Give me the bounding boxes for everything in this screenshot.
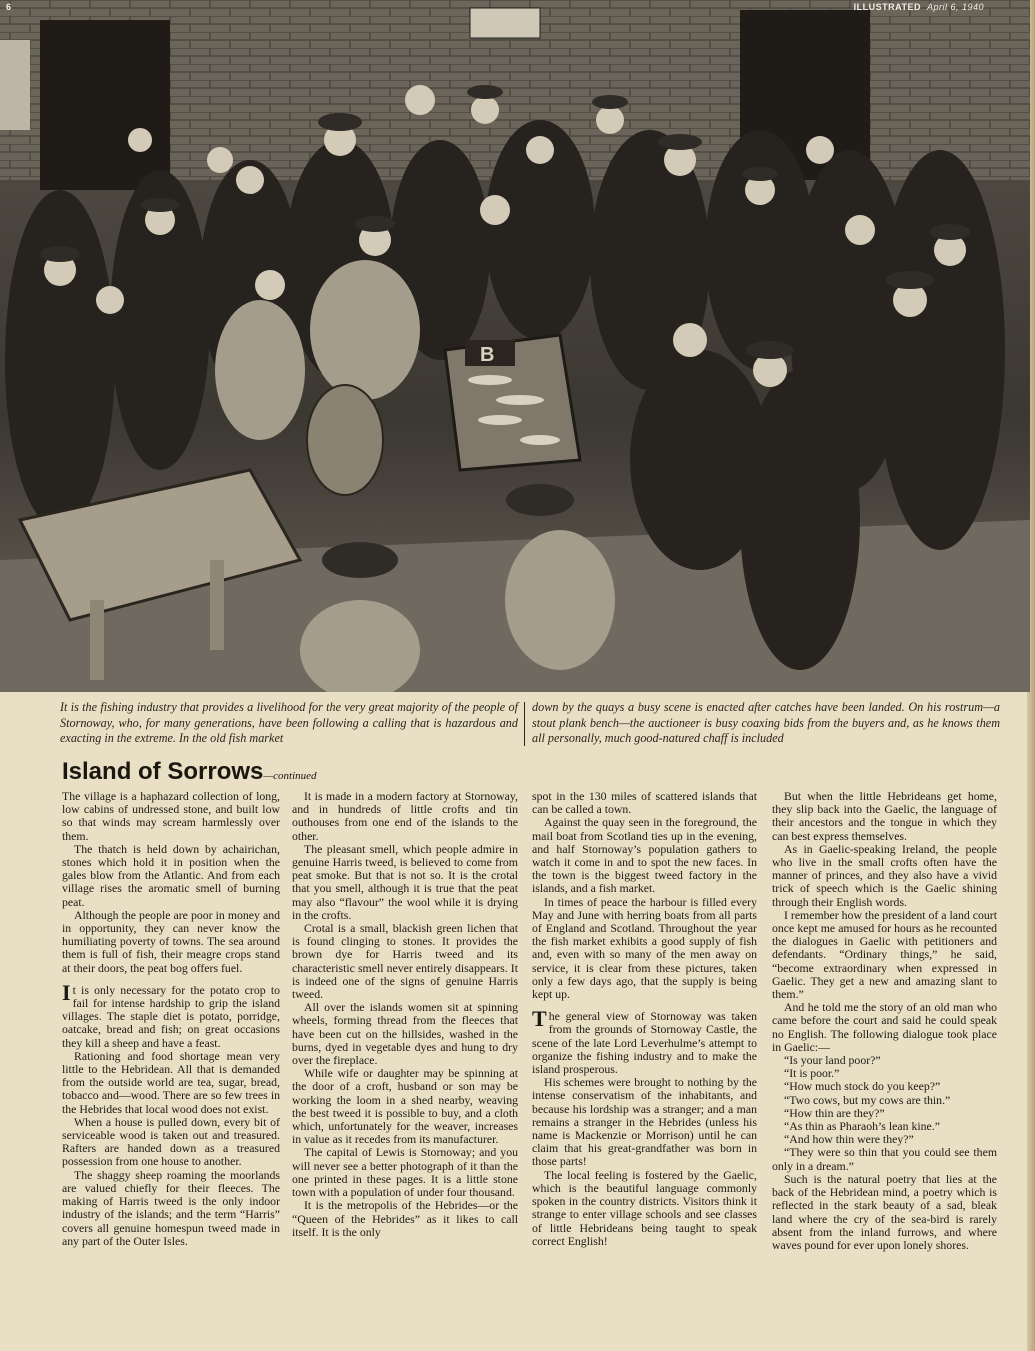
wicker-basket (307, 385, 383, 495)
headline-title: Island of Sorrows (62, 758, 264, 785)
paragraph: It is the metropolis of the Hebrides—or the “Queen of the Hebrides” as it likes to call itself. It is the only (292, 1198, 518, 1239)
paragraph: The shaggy sheep roaming the moorlands are valued chiefly for their fleeces. The making of Harris tweed is the only indoor industry of the islands; and the term “Harris” covers all genuine homespun tweed made in any part of the Outer Isles. (62, 1167, 280, 1248)
window-left (0, 40, 30, 130)
paragraph: Crotal is a small, blackish green lichen that is found clinging to stones. It provides the brown dye for Harris tweed and its characteristic smell never entirely disappears. It is indeed one of the signs of genuine Harris tweed. (292, 921, 518, 1002)
photo-header (0, 0, 1030, 16)
doorway-left (40, 20, 170, 190)
paragraph: spot in the 130 miles of scattered islands that can be called a town. (532, 790, 757, 817)
paragraph: When a house is pulled down, every bit of serviceable wood is taken out and treasured. Rafters are handed down as a treasured possession from one house to another. (62, 1114, 280, 1169)
paragraph: It is only necessary for the potato crop to fail for intense hardship to grip the island villages. The staple diet is potato, porridge, oatcake, bread and fish; on great occasions they kill a sheep and have a feast. (62, 979, 280, 1050)
dialogue-line: “How thin are they?” (784, 1105, 885, 1120)
dialogue-line: “As thin as Pharaoh’s lean kine.” (784, 1119, 940, 1134)
text-column-1 (62, 790, 280, 1310)
paragraph: Rationing and food shortage mean very little to the Hebridean. All that is demanded from the outside world are tea, sugar, bread, tobacco and—wood. There are so few trees in the Hebrides that local wood does not exist. (62, 1048, 280, 1116)
dialogue-line: “Is your land poor?” (784, 1053, 881, 1068)
paragraph: The general view of Stornoway was taken from the grounds of Stornoway Castle, the scene of the late Lord Leverhulme’s attempt to organize the fishing industry and to make the island prosperous. (532, 1006, 757, 1077)
caption-divider (524, 702, 525, 746)
paragraph: Against the quay seen in the foreground, the mail boat from Scotland ties up in the evening, and half Stornoway’s population gathers to watch it come in and to spot the new faces. In the town is the biggest tweed factory in the islands, and a fish market. (532, 815, 757, 896)
caption-right: down by the quays a busy scene is enacted after catches have been landed. On his rostrum—a stout plank bench—the auctioneer is busy coaxing bids from the buyers and, as he knows them all personally, much good-natured chaff is included (532, 700, 1000, 745)
paragraph: His schemes were brought to nothing by the intense conservatism of the inhabitants, and because his lordship was a stranger; and a man remains a stranger in the Hebrides (unless his name is Mackenzie or Morrison) until he can claim that his great-grandfather was born in those parts! (532, 1075, 757, 1169)
paragraph: I remember how the president of a land court once kept me amused for hours as he recounted the dialogues in Gaelic with petitioners and defendants. “Ordinary things,” he said, “become extraordinary when expressed in Gaelic. They get a new and amazing slant to them.” (772, 907, 997, 1002)
paragraph: It is made in a modern factory at Stornoway, and in hundreds of little crofts and tin outhouses from one end of the islands to the other. (292, 790, 518, 843)
sign-letter: B (480, 344, 495, 366)
paragraph: And he told me the story of an old man who came before the court and said he could speak no English. The following dialogue took place in Gaelic:— (772, 1000, 997, 1054)
running-head (854, 2, 984, 12)
paragraph: As in Gaelic-speaking Ireland, the people who live in the small crofts often have the manner of princes, and they also have a vivid trick of speech which is the Gaelic shining through their English words. (772, 841, 997, 909)
dialogue-line: “They were so thin that you could see them only in a dream.” (772, 1145, 997, 1173)
dialogue-line: “How much stock do you keep?” (784, 1079, 941, 1094)
magazine-name: ILLUSTRATED (853, 2, 921, 12)
photo-caption (0, 700, 1030, 748)
paragraph: Although the people are poor in money and in opportunity, they can never know the humiliating poverty of towns. The sea around them is full of fish, their meagre crops stand at their doors, the peat bog offers fuel. (62, 907, 280, 975)
text-column-3 (532, 790, 757, 1310)
text-column-2 (292, 790, 518, 1310)
headline-continued: —continued (263, 770, 317, 782)
paragraph: But when the little Hebrideans get home, they slip back into the Gaelic, the language of their ancestors and the tongue in which they can best express themselves. (772, 790, 997, 843)
caption-left: It is the fishing industry that provides a livelihood for the very great majority of the people of Stornoway, who, for many generations, have been following a calling that is hazardous and exacting in the extreme. In the old fish market (60, 700, 518, 745)
issue-date: April 6, 1940 (926, 2, 984, 12)
article-headline (62, 758, 317, 788)
paragraph: While wife or daughter may be spinning at the door of a croft, husband or son may be working the loom in a shed nearby, weaving the best tweed it is possible to buy, and a cloth which, unfortunately for the weaver, increases in value as it recedes from its manufacturer. (292, 1066, 518, 1147)
text-column-4 (772, 790, 997, 1310)
paragraph: All over the islands women sit at spinning wheels, forming thread from the fleeces that have been cut on the hillsides, washed in the burns, dyed in vegetable dyes and hung to dry over the fireplace. (292, 1000, 518, 1068)
gaelic-dialogue (772, 1054, 997, 1173)
paragraph: The village is a haphazard collection of long, low cabins of undressed stone, and built low so that winds may scream harmlessly over them. (62, 790, 280, 843)
dialogue-line: “It is poor.” (784, 1066, 840, 1081)
paragraph: The local feeling is fostered by the Gaelic, which is the beautiful language commonly spoken in the country districts. Visitors think it strange to enter village schools and see classes of little Hebrideans being taught to speak correct English! (532, 1167, 757, 1248)
paragraph: Such is the natural poetry that lies at the back of the Hebridean mind, a poetry which is reflected in the stark beauty of a sad, bleak land where the cry of the sea-bird is rarely absent from the inland furrows, and where waves pound for ever upon lonely shores. (772, 1171, 997, 1252)
page-number: 6 (6, 2, 12, 12)
paragraph: In times of peace the harbour is filled every May and June with herring boats from all parts of England and Scotland. Throughout the year the fish market exhibits a good supply of fish and, even with so many of the men away on service, it is clear from these pictures, taken only a few days ago, that the supply is being kept up. (532, 894, 757, 1002)
paragraph: The pleasant smell, which people admire in genuine Harris tweed, is believed to come from peat smoke. But that is not so. It is the crotal that you smell, although it is true that the peat may also “flavour” the wool while it is drying in the crofts. (292, 841, 518, 922)
paragraph: The thatch is held down by achairichan, stones which hold it in position when the gales blow from the Atlantic. And from each village rises the aromatic smell of burning peat. (62, 841, 280, 909)
dialogue-line: “Two cows, but my cows are thin.” (784, 1092, 951, 1107)
paragraph: The capital of Lewis is Stornoway; and you will never see a better photograph of it than the one printed in these pages. It is a little stone town with a population of under four thousand. (292, 1145, 518, 1200)
dialogue-line: “And how thin were they?” (784, 1132, 914, 1147)
